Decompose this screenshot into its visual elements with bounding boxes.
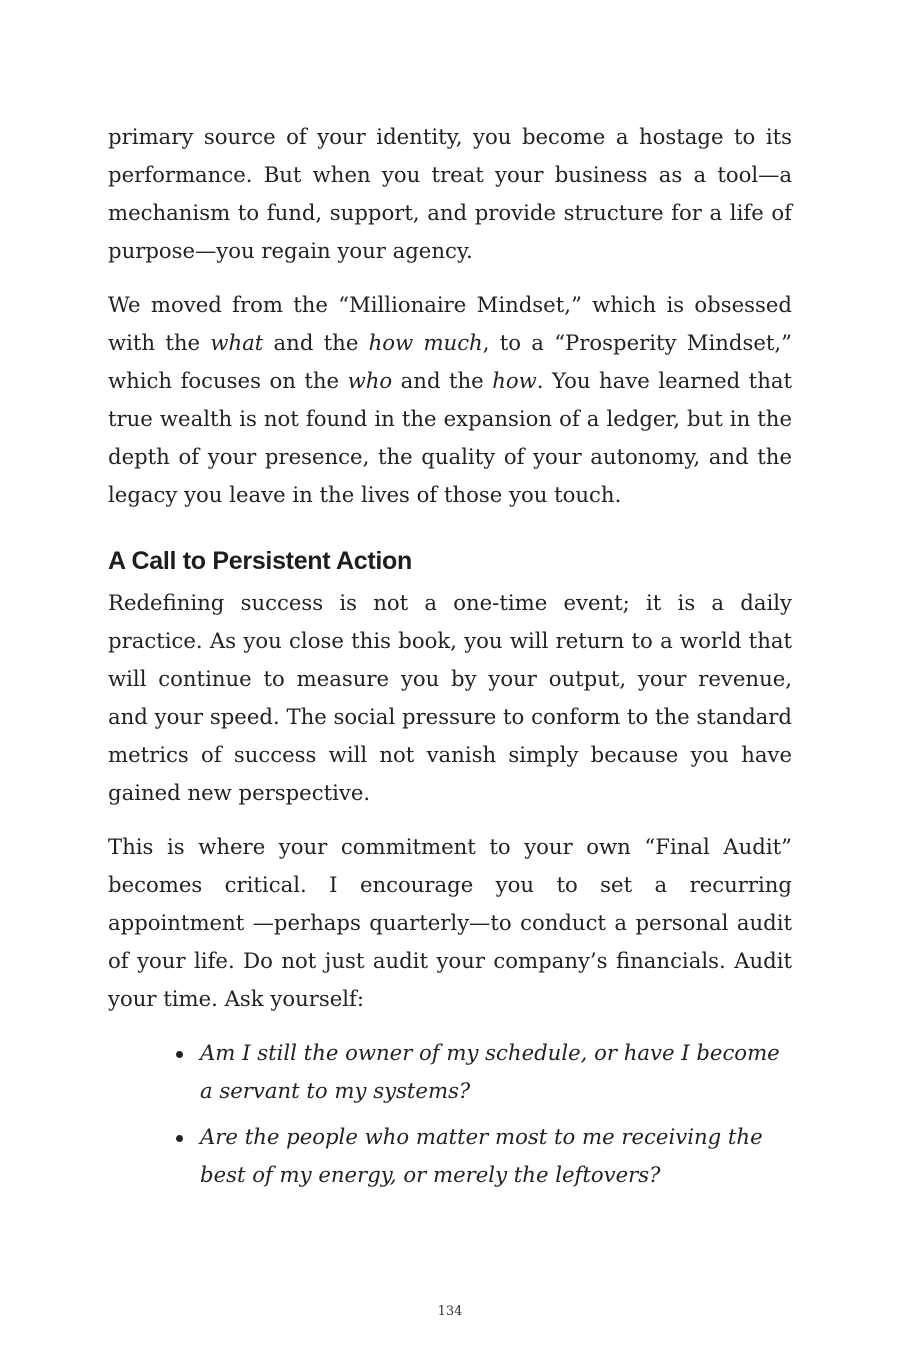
- section-heading: A Call to Persistent Action: [108, 547, 412, 575]
- paragraph-identity: primary source of your identity, you become a hostage to its performance. But when you treat your business as a tool—a mechanism to fund, support, and provide structure for a life of purpose—you regain your agency.: [108, 124, 792, 263]
- paragraph-daily-practice: Redefining success is not a one-time event; it is a daily practice. As you close this book, you will return to a world that will continue to measure you by your output, your revenue, and your speed. The social pressure to conform to the standard metrics of success will not vanish simply because you have gained new perspective.: [108, 590, 792, 805]
- emphasis-who: who: [347, 368, 393, 393]
- text-run: and the: [263, 330, 369, 355]
- emphasis-what: what: [210, 330, 264, 355]
- audit-question-list: [108, 1034, 792, 1194]
- text-run: . You have learned that true wealth is not found in the expansion of a ledger, but in the depth of your presence, the quality of your autonomy, and the legacy you leave in the lives of those you touch.: [108, 368, 792, 507]
- text-run: , to a “Prosperity Mindset,” which focuses on the: [108, 330, 792, 393]
- emphasis-how: how: [492, 368, 537, 393]
- paragraph-final-audit: This is where your commitment to your own “Final Audit” becomes critical. I encourage you to set a recurring appointment —perhaps quarterly—to conduct a personal audit of your life. Do not just audit your company’s financials. Audit your time. Ask yourself:: [108, 834, 792, 1011]
- list-item: Am I still the owner of my schedule, or have I become a servant to my systems?: [200, 1034, 792, 1110]
- paragraph-mindset: [108, 286, 792, 514]
- text-run: and the: [392, 368, 493, 393]
- page-body: [108, 118, 792, 1202]
- text-run: We moved from the “Millionaire Mindset,” which is obsessed with the: [108, 292, 792, 355]
- emphasis-how-much: how much: [368, 330, 483, 355]
- list-item: Are the people who matter most to me receiving the best of my energy, or merely the leftovers?: [200, 1118, 792, 1194]
- page-number: 134: [437, 1304, 463, 1319]
